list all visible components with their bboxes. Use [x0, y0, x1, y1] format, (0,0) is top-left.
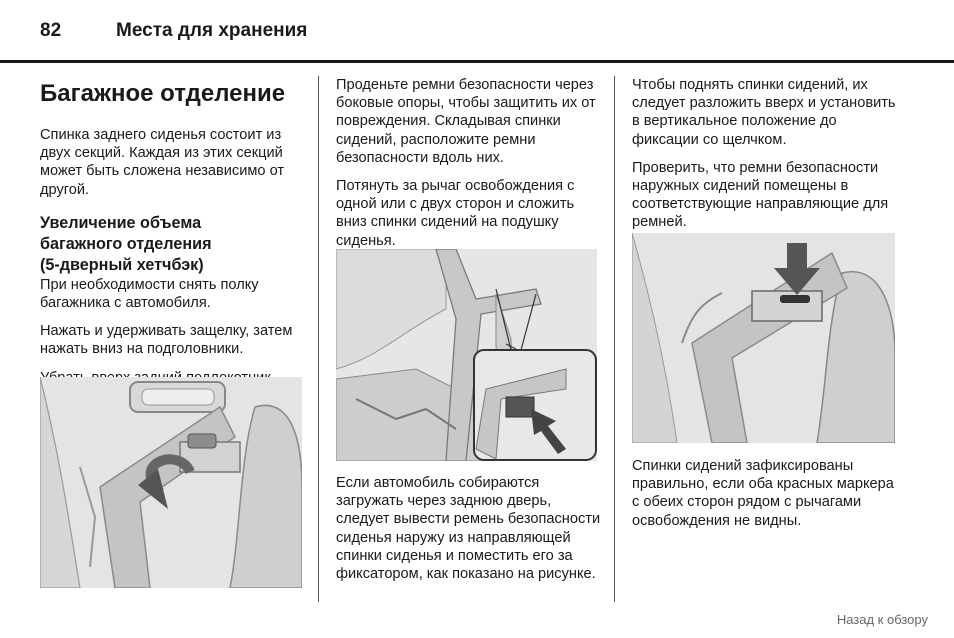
headrest-latch-illustration [40, 377, 302, 588]
belt-guide-illustration [632, 233, 895, 443]
intro-paragraph: Спинка заднего сиденья состоит из двух секций. Каждая из этих секций может быть сложена независимо от другой. [40, 127, 285, 198]
release-lever-illustration [336, 249, 597, 461]
paragraph: При необходимости снять полку багажника с автомобиля. [40, 276, 259, 312]
subheading-line: багажного отделения [40, 234, 212, 253]
column-3-lower [632, 457, 898, 540]
back-to-overview-link[interactable]: Назад к обзору [836, 612, 928, 627]
page-number: 82 [40, 20, 62, 41]
subheading-line: (5-дверный хетчбэк) [40, 255, 204, 274]
subheading [40, 213, 308, 276]
section-title: Багажное отделение [40, 80, 286, 107]
paragraph: Если автомобиль собираются загружать через заднюю дверь, следует вывести ремень безопасности сиденья наружу из направляющей спинки сиденья и поместить его за фиксатором, как показано на рисунке. [336, 475, 601, 583]
subheading-line: Увеличение объема [40, 213, 202, 232]
column-1 [40, 76, 308, 397]
header-rule [0, 60, 954, 63]
paragraph: Проденьте ремни безопасности через боковые опоры, чтобы защитить их от повреждения. Складывая спинки сидений, расположите ремни безопасности вдоль них. [336, 77, 596, 166]
column-3 [632, 76, 898, 242]
paragraph: Чтобы поднять спинки сидений, их следует разложить вверх и установить в вертикальное положение до фиксации со щелчком. [632, 77, 896, 148]
column-divider [614, 76, 615, 602]
paragraph: Проверить, что ремни безопасности наружных сидений помещены в соответствующие направляющие для ремней. [632, 159, 889, 231]
paragraph: Спинки сидений зафиксированы правильно, если оба красных маркера с обеих сторон рядом с рычагами освобождения не видны. [632, 458, 894, 529]
column-divider [318, 76, 319, 602]
paragraph: Потянуть за рычаг освобождения с одной или с двух сторон и сложить вниз спинки сидений на подушку сиденья. [336, 178, 575, 249]
column-2 [336, 76, 602, 260]
paragraph: Нажать и удерживать защелку, затем нажать вниз на подголовники. [40, 323, 293, 358]
chapter-title: Места для хранения [116, 20, 308, 41]
column-2-lower [336, 474, 602, 593]
